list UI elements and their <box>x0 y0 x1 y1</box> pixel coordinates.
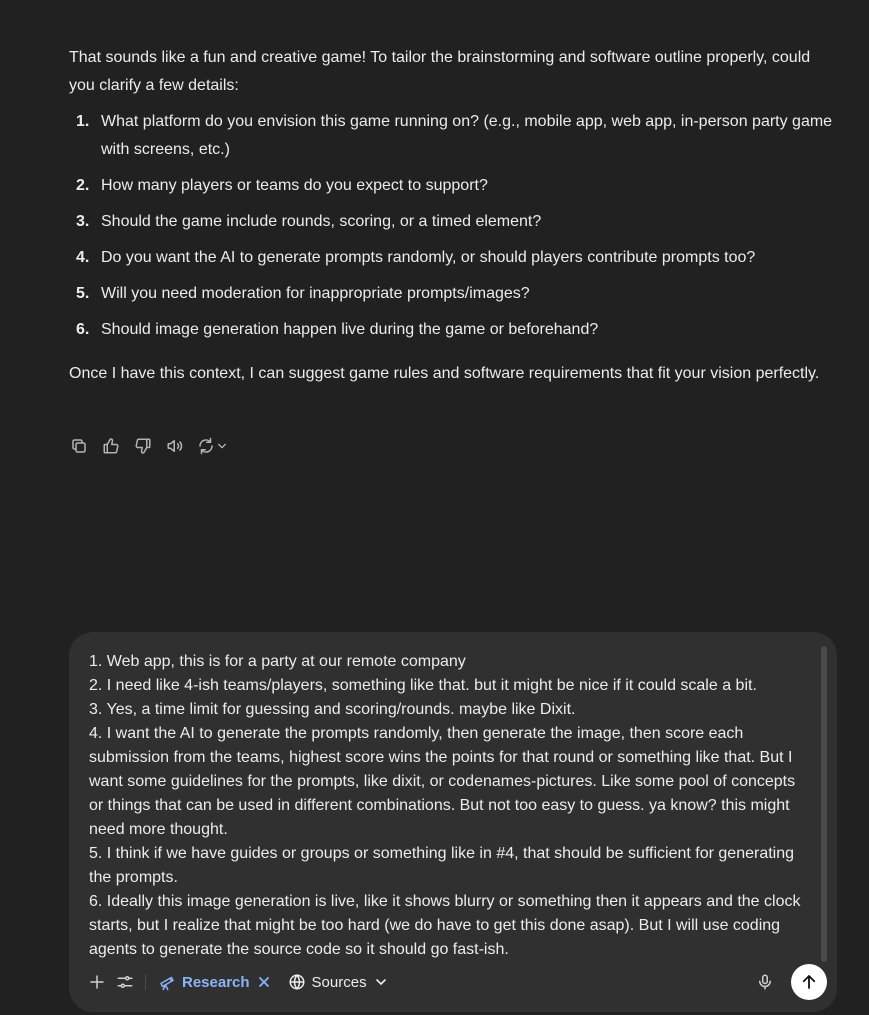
list-text: How many players or teams do you expect to support? <box>101 177 488 194</box>
list-number: 5. <box>76 285 90 302</box>
sources-dropdown[interactable] <box>288 966 387 998</box>
read-aloud-icon <box>166 437 184 455</box>
composer-scrollbar[interactable] <box>821 646 827 962</box>
list-number: 1. <box>76 113 90 130</box>
composer-toolbar <box>83 964 827 1000</box>
copy-button[interactable] <box>67 432 91 460</box>
assistant-message <box>69 44 837 388</box>
research-toggle[interactable] <box>154 966 274 998</box>
voice-input-button[interactable] <box>751 968 779 996</box>
list-text: What platform do you envision this game running on? (e.g., mobile app, web app, in-person party game with screens, etc.) <box>101 113 833 158</box>
read-aloud-button[interactable] <box>163 432 187 460</box>
composer <box>69 632 837 1012</box>
message-input[interactable]: 1. Web app, this is for a party at our remote company 2. I need like 4-ish teams/players, something like that. but it might be nice if it could scale a bit. 3. Yes, a time limit for guessing and scoring/rounds. maybe like Dixit. 4. I want the AI to generate the prompts randomly, then generate the image, then score each submission from the teams, highest score wins the points for that round or something like that. But I want some guidelines for the prompts, like dixit, or codenames-pictures. Like some pool of concepts or things that can be used in different combinations. But not too easy to guess. ya know? this might need more thought. 5. I think if we have guides or groups or something like in #4, that should be sufficient for generating the prompts. 6. Ideally this image generation is live, like it shows blurry or something then it appears and the clock starts, but I realize that might be too hard (we do have to get this done asap). But I will use coding agents to generate the source code so it should go fast-ish. <box>89 653 801 958</box>
list-number: 6. <box>76 321 90 338</box>
globe-icon <box>288 973 306 991</box>
scrollbar-thumb[interactable] <box>821 646 827 962</box>
list-text: Do you want the AI to generate prompts randomly, or should players contribute prompts too? <box>101 249 756 266</box>
list-item <box>69 108 837 164</box>
send-button[interactable] <box>791 964 827 1000</box>
plus-icon <box>88 973 106 991</box>
list-item <box>69 316 837 344</box>
chevron-down-icon <box>217 441 227 451</box>
thumbs-down-button[interactable] <box>131 432 155 460</box>
list-text: Will you need moderation for inappropriate prompts/images? <box>101 285 530 302</box>
list-number: 2. <box>76 177 90 194</box>
thumbs-up-icon <box>102 437 120 455</box>
tools-button[interactable] <box>111 968 139 996</box>
sources-label: Sources <box>311 973 367 991</box>
list-item <box>69 208 837 236</box>
list-item <box>69 244 837 272</box>
regenerate-icon <box>197 437 215 455</box>
close-icon[interactable] <box>258 976 270 988</box>
list-item <box>69 280 837 308</box>
list-text: Should image generation happen live during the game or beforehand? <box>101 321 599 338</box>
regenerate-button[interactable] <box>195 432 229 460</box>
list-text: Should the game include rounds, scoring, or a timed element? <box>101 213 542 230</box>
microphone-icon <box>756 973 774 991</box>
list-number: 3. <box>76 213 90 230</box>
thumbs-down-icon <box>134 437 152 455</box>
research-label: Research <box>182 973 250 991</box>
list-item <box>69 172 837 200</box>
copy-icon <box>70 437 88 455</box>
message-actions <box>67 432 229 460</box>
list-number: 4. <box>76 249 90 266</box>
chevron-down-icon <box>375 976 387 988</box>
assistant-intro: That sounds like a fun and creative game! To tailor the brainstorming and software outline properly, could you clarify a few details: <box>69 49 811 94</box>
assistant-closing: Once I have this context, I can suggest game rules and software requirements that fit your vision perfectly. <box>69 365 820 382</box>
question-list <box>69 108 837 344</box>
telescope-icon <box>158 973 176 991</box>
thumbs-up-button[interactable] <box>99 432 123 460</box>
sliders-icon <box>116 973 134 991</box>
add-attachment-button[interactable] <box>83 968 111 996</box>
arrow-up-icon <box>800 973 818 991</box>
divider <box>145 974 146 990</box>
